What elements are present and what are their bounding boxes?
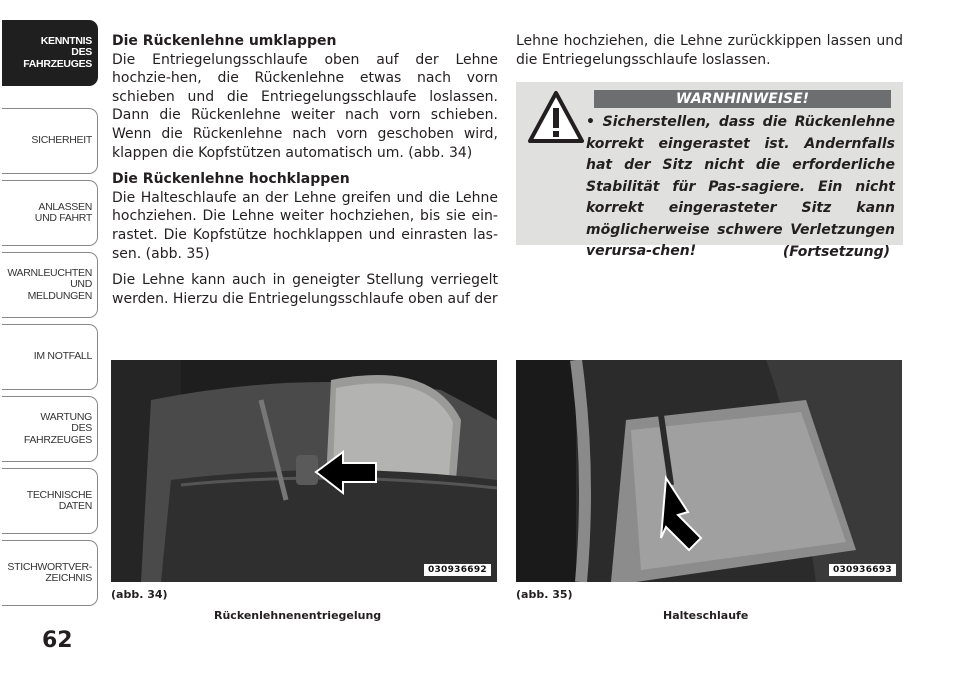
heading-umklappen: Die Rückenlehne umklappen [112,33,337,49]
tab-anlassen-und-fahrt[interactable]: ANLASSEN UND FAHRT [2,180,98,246]
tab-kenntnis-des-fahrzeuges[interactable]: KENNTNIS DES FAHRZEUGES [2,20,98,86]
continued-label: (Fortsetzung) [782,244,890,260]
seat-release-photo [111,360,497,582]
right-column [516,32,903,77]
warning-text: • Sicherstellen, dass die Rückenlehne korrekt eingerastet ist. Andernfalls hat der Sitz nicht die erforderliche Stabilität für Pas-sagiere. Ein nicht korrekt eingerasteter Sitz kann möglicherweise schwere Verletzungen verursa-chen! [586,114,895,259]
figure-code: 030936693 [829,564,896,576]
tab-stichwortverzeichnis[interactable]: STICHWORTVER- ZEICHNIS [2,540,98,606]
heading-hochklappen: Die Rückenlehne hochklappen [112,171,350,188]
tab-wartung-des-fahrzeuges[interactable]: WARTUNG DES FAHRZEUGES [2,396,98,462]
tab-im-notfall[interactable]: IM NOTFALL [2,324,98,390]
chapter-tabs [0,0,98,678]
left-column [112,32,498,316]
paragraph-continued: Lehne hochziehen, die Lehne zurückkippen lassen und die Entriegelungsschlaufe loslassen. [516,33,903,68]
tab-sicherheit[interactable]: SICHERHEIT [2,108,98,174]
figure-number: (abb. 34) [111,588,168,601]
paragraph-geneigt: Die Lehne kann auch in geneigter Stellung verriegelt werden. Hierzu die Entriegelungsschlaufe oben auf der [112,272,498,307]
figure-caption: Rückenlehnenentriegelung [214,609,382,622]
paragraph-hochklappen: Die Halteschlaufe an der Lehne greifen und die Lehne hochziehen. Die Lehne weiter hochziehen, bis sie ein-rastet. Die Kopfstütze hochklappen und einrasten las-sen. (abb. 35) [112,189,498,262]
tab-technische-daten[interactable]: TECHNISCHE DATEN [2,468,98,534]
figure-code: 030936692 [424,564,491,576]
paragraph-umklappen: Die Entriegelungsschlaufe oben auf der Lehne hochzie-hen, die Rückenlehne etwas nach vorn schieben und die Entriegelungsschlaufe loslassen. Dann die Rückenlehne weiter nach vorn schieben. Wenn die Rückenlehne nach vorn geschoben wird, klappen die Kopfstützen automatisch um. (abb. 34) [112,51,498,161]
page-number: 62 [42,628,73,653]
warning-title: WARNHINWEISE! [594,90,891,108]
retaining-strap-photo [516,360,902,582]
figure-seat-release [111,360,497,582]
figure-number: (abb. 35) [516,588,573,601]
tab-warnleuchten-und-meldungen[interactable]: WARNLEUCHTEN UND MELDUNGEN [2,252,98,318]
figure-caption: Halteschlaufe [663,609,749,622]
figure-retaining-strap [516,360,902,582]
